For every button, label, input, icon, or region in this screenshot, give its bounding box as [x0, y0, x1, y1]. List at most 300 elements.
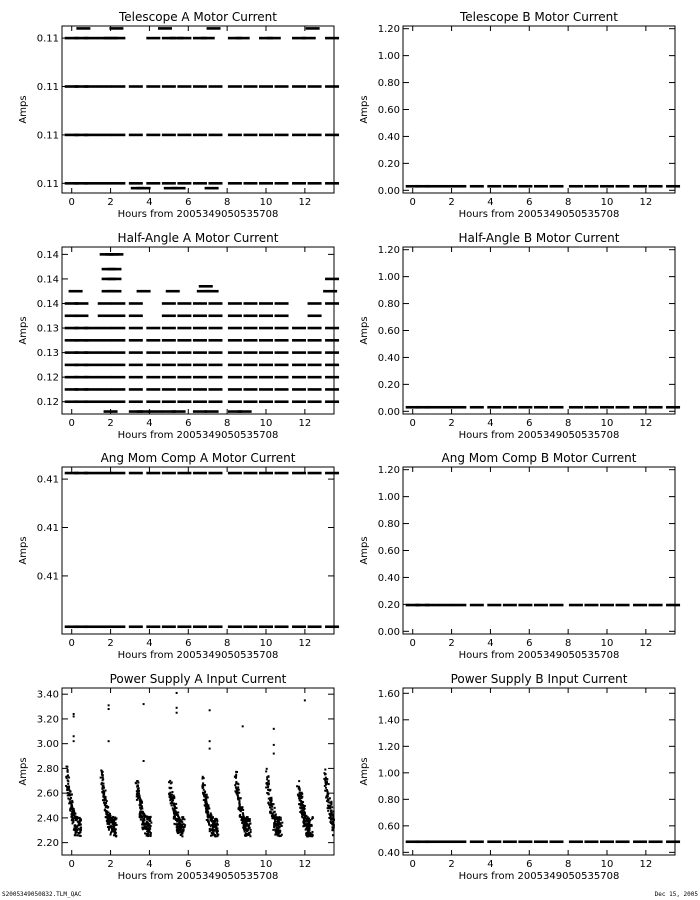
data-point [549, 604, 563, 607]
data-point [211, 829, 213, 831]
data-point [107, 278, 121, 281]
data-point [325, 278, 339, 281]
y-tick-label: 3.40 [36, 689, 59, 701]
data-point [68, 777, 70, 779]
data-point [326, 782, 328, 784]
data-point [147, 817, 149, 819]
data-point [98, 388, 112, 391]
data-point [332, 829, 334, 831]
data-point [175, 803, 177, 805]
data-point [193, 625, 207, 628]
data-point [487, 604, 501, 607]
data-point [102, 776, 104, 778]
x-tick-label: 2 [448, 859, 455, 870]
data-point [311, 831, 313, 833]
data-point [177, 815, 179, 817]
y-tick-label: 0.40 [377, 131, 400, 143]
data-point [136, 790, 138, 792]
data-point [162, 339, 176, 342]
data-point [78, 817, 80, 819]
data-point [109, 27, 123, 30]
data-point [104, 796, 106, 798]
data-point [208, 472, 222, 475]
data-point [184, 824, 186, 826]
data-point [238, 410, 252, 413]
data-point [71, 805, 73, 807]
data-point [84, 182, 98, 185]
data-point [146, 327, 160, 330]
data-point [308, 339, 322, 342]
x-tick-label: 4 [146, 859, 153, 870]
data-point [425, 604, 439, 607]
data-point-outlier [209, 740, 211, 742]
y-tick-label: 0.14 [36, 249, 59, 261]
data-point [243, 376, 257, 379]
data-point [325, 625, 339, 628]
data-point [177, 376, 191, 379]
data-point [74, 828, 76, 830]
x-axis-label: Hours from 2005349050535708 [458, 430, 620, 441]
data-point [129, 85, 143, 88]
data-point [66, 789, 68, 791]
data-point [309, 820, 311, 822]
data-point-outlier [176, 707, 178, 709]
data-point [280, 835, 282, 837]
data-point [193, 472, 207, 475]
data-point [308, 182, 322, 185]
data-point [331, 806, 333, 808]
data-point [162, 134, 176, 137]
data-point [549, 406, 563, 409]
x-tick-label: 8 [564, 197, 572, 208]
data-point [277, 827, 279, 829]
data-point [102, 785, 104, 787]
data-point [110, 821, 112, 823]
x-tick-label: 8 [223, 197, 231, 208]
y-axis-label: Amps [359, 757, 370, 786]
data-point [325, 376, 339, 379]
data-point [68, 802, 70, 804]
chart-title: Telescope A Motor Current [119, 10, 277, 24]
data-point [259, 388, 273, 391]
data-point [309, 832, 311, 834]
chart-panel-8 [359, 672, 680, 882]
chart-panel-1 [18, 10, 339, 220]
data-point [106, 811, 108, 813]
data-point [207, 813, 209, 815]
data-point [324, 769, 326, 771]
data-point [327, 796, 329, 798]
y-tick-label: 2.20 [36, 838, 59, 850]
data-point [308, 625, 322, 628]
data-point [101, 770, 103, 772]
data-point-outlier [273, 728, 275, 730]
x-tick-label: 12 [639, 197, 653, 208]
data-point [281, 822, 283, 824]
data-point [236, 789, 238, 791]
data-point [208, 388, 222, 391]
data-point [325, 134, 339, 137]
data-point [332, 834, 334, 836]
x-tick-label: 6 [526, 859, 533, 870]
data-point [299, 789, 301, 791]
data-point [470, 185, 484, 188]
data-point [298, 780, 300, 782]
data-point [84, 85, 98, 88]
data-point [212, 820, 214, 822]
data-point [98, 400, 112, 403]
data-point [275, 825, 277, 827]
data-point [111, 388, 125, 391]
data-point-outlier [73, 740, 75, 742]
data-point [114, 818, 116, 820]
data-point [275, 85, 289, 88]
data-point [207, 810, 209, 812]
data-point [140, 807, 142, 809]
data-point [139, 814, 141, 816]
data-point [259, 85, 273, 88]
data-point [250, 829, 252, 831]
x-tick-label: 10 [259, 638, 273, 649]
data-point [173, 812, 175, 814]
data-point [425, 185, 439, 188]
y-tick-label: 1.00 [377, 768, 400, 780]
data-point [98, 85, 112, 88]
data-point [111, 339, 125, 342]
data-point [114, 832, 116, 834]
data-point [259, 376, 273, 379]
data-point [206, 805, 208, 807]
data-point [193, 400, 207, 403]
y-tick-label: 0.41 [36, 474, 59, 486]
data-point [208, 824, 210, 826]
data-point [275, 134, 289, 137]
data-point [569, 604, 583, 607]
data-point-outlier [73, 735, 75, 737]
data-point [71, 793, 73, 795]
data-point [147, 834, 149, 836]
data-point [259, 625, 273, 628]
data-point [243, 826, 245, 828]
x-tick-label: 0 [409, 638, 416, 649]
x-tick-label: 12 [639, 638, 653, 649]
data-point [112, 821, 114, 823]
data-point [177, 134, 191, 137]
data-point [193, 302, 207, 305]
data-point [452, 604, 466, 607]
data-point [308, 85, 322, 88]
data-point [439, 185, 453, 188]
x-tick-label: 8 [223, 859, 231, 870]
data-point [243, 134, 257, 137]
data-point [84, 400, 98, 403]
data-point [325, 182, 339, 185]
y-tick-label: 0.60 [377, 821, 400, 833]
data-point [217, 824, 219, 826]
data-point [228, 400, 242, 403]
data-point [137, 794, 139, 796]
data-point [236, 794, 238, 796]
data-point [267, 792, 269, 794]
data-point [325, 364, 339, 367]
data-point [206, 819, 208, 821]
data-point [108, 829, 110, 831]
data-point [292, 364, 306, 367]
data-point [162, 376, 176, 379]
data-point [333, 827, 335, 829]
y-tick-label: 0.12 [36, 397, 59, 409]
data-point [162, 625, 176, 628]
data-point [180, 834, 182, 836]
data-point [174, 816, 176, 818]
data-point [270, 800, 272, 802]
y-tick-label: 0.40 [377, 847, 400, 859]
y-tick-label: 0.80 [377, 78, 400, 90]
data-point [129, 351, 143, 354]
x-tick-label: 8 [564, 859, 572, 870]
x-tick-label: 10 [259, 418, 273, 429]
data-point [137, 290, 151, 293]
data-point [193, 327, 207, 330]
data-cluster [323, 769, 335, 837]
data-point [105, 816, 107, 818]
data-point [239, 815, 241, 817]
data-point [439, 604, 453, 607]
y-tick-label: 1.00 [377, 272, 400, 284]
data-point [100, 777, 102, 779]
data-point [649, 840, 663, 843]
data-point [177, 364, 191, 367]
data-point [329, 813, 331, 815]
data-point [71, 819, 73, 821]
x-tick-label: 8 [223, 418, 231, 429]
data-point [177, 327, 191, 330]
data-point [162, 472, 176, 475]
data-point [80, 827, 82, 829]
data-point [205, 187, 219, 190]
data-point [325, 351, 339, 354]
data-point [129, 182, 143, 185]
data-point [308, 827, 310, 829]
data-point [649, 604, 663, 607]
x-tick-label: 12 [639, 418, 653, 429]
data-point [144, 832, 146, 834]
data-point [243, 400, 257, 403]
y-tick-label: 0.80 [377, 794, 400, 806]
data-point [72, 808, 74, 810]
data-point [292, 182, 306, 185]
data-point [177, 831, 179, 833]
data-point [259, 472, 273, 475]
data-point [666, 840, 680, 843]
data-point [633, 840, 647, 843]
data-point [116, 824, 118, 826]
x-tick-label: 4 [146, 638, 153, 649]
x-tick-label: 2 [107, 418, 114, 429]
data-point [146, 134, 160, 137]
data-point [274, 816, 276, 818]
data-point [452, 406, 466, 409]
data-point [208, 364, 222, 367]
data-point [243, 351, 257, 354]
data-point [487, 185, 501, 188]
x-tick-label: 0 [68, 197, 75, 208]
y-tick-label: 0.41 [36, 571, 59, 583]
data-point [98, 351, 112, 354]
data-point [177, 625, 191, 628]
data-point [98, 339, 112, 342]
data-point [139, 799, 141, 801]
data-point [111, 376, 125, 379]
data-point [98, 302, 112, 305]
data-point [323, 772, 325, 774]
data-point [103, 794, 105, 796]
x-tick-label: 6 [526, 418, 533, 429]
data-point [245, 821, 247, 823]
data-point [666, 185, 680, 188]
data-marks [406, 406, 680, 409]
data-point [84, 327, 98, 330]
data-point [325, 777, 327, 779]
y-tick-label: 0.40 [377, 572, 400, 584]
data-point [139, 810, 141, 812]
data-point [76, 826, 78, 828]
data-cluster [135, 703, 153, 837]
data-point [259, 327, 273, 330]
data-cluster [234, 725, 252, 837]
data-point [238, 808, 240, 810]
data-point [311, 835, 313, 837]
x-tick-label: 4 [146, 418, 153, 429]
data-point [265, 787, 267, 789]
x-axis-label: Hours from 2005349050535708 [458, 650, 620, 661]
data-point [111, 302, 125, 305]
chart-title: Half-Angle A Motor Current [117, 231, 279, 245]
data-point [193, 134, 207, 137]
data-point [277, 818, 279, 820]
data-point [275, 821, 277, 823]
data-point [171, 804, 173, 806]
data-cluster [201, 709, 219, 837]
data-point [600, 185, 614, 188]
y-tick-label: 0.00 [377, 626, 400, 638]
data-marks [406, 185, 680, 188]
data-point [215, 818, 217, 820]
data-point [98, 364, 112, 367]
data-point [259, 364, 273, 367]
data-point-outlier [176, 712, 178, 714]
chart-panel-4 [359, 231, 680, 441]
x-tick-label: 0 [68, 418, 75, 429]
data-point [569, 406, 583, 409]
x-tick-label: 12 [639, 859, 653, 870]
data-point [308, 314, 322, 317]
plot-frame [403, 26, 675, 193]
data-point [177, 339, 191, 342]
data-point [307, 832, 309, 834]
data-point [140, 819, 142, 821]
data-point [268, 798, 270, 800]
plot-frame [403, 467, 675, 634]
chart-panel-5 [18, 451, 339, 661]
data-point [327, 791, 329, 793]
data-point [246, 825, 248, 827]
data-point [180, 820, 182, 822]
data-point [208, 376, 222, 379]
data-point [325, 787, 327, 789]
data-point [275, 625, 289, 628]
data-point [215, 827, 217, 829]
data-point [177, 388, 191, 391]
data-point [238, 798, 240, 800]
data-point [204, 791, 206, 793]
data-point [292, 472, 306, 475]
data-point [270, 808, 272, 810]
data-point [72, 810, 74, 812]
data-point [275, 314, 289, 317]
x-tick-label: 6 [185, 859, 192, 870]
y-tick-label: 0.20 [377, 599, 400, 611]
data-point [308, 388, 322, 391]
y-tick-label: 0.20 [377, 158, 400, 170]
data-point [243, 828, 245, 830]
data-point [177, 85, 191, 88]
data-point [275, 823, 277, 825]
data-point [239, 808, 241, 810]
y-tick-label: 2.60 [36, 788, 59, 800]
data-point [503, 840, 517, 843]
data-point [241, 807, 243, 809]
data-point [102, 774, 104, 776]
data-point [259, 134, 273, 137]
data-cluster [296, 699, 314, 837]
data-point [171, 794, 173, 796]
y-tick-label: 0.11 [36, 33, 59, 45]
data-point [111, 828, 113, 830]
data-point [242, 821, 244, 823]
x-tick-label: 4 [146, 197, 153, 208]
data-point [333, 824, 335, 826]
data-point [470, 406, 484, 409]
data-point [300, 804, 302, 806]
data-point [649, 406, 663, 409]
data-point [193, 314, 207, 317]
data-point [470, 840, 484, 843]
y-tick-label: 0.80 [377, 519, 400, 531]
data-point [308, 472, 322, 475]
data-point [193, 376, 207, 379]
data-point [274, 829, 276, 831]
data-point [199, 285, 213, 288]
data-point [549, 185, 563, 188]
data-point [111, 182, 125, 185]
plot-frame [403, 688, 675, 855]
data-point [98, 625, 112, 628]
y-tick-label: 1.20 [377, 245, 400, 257]
data-point [75, 832, 77, 834]
data-point [268, 776, 270, 778]
data-point [207, 27, 221, 30]
data-point [332, 818, 334, 820]
x-tick-label: 4 [487, 859, 494, 870]
data-point [77, 828, 79, 830]
data-point [330, 810, 332, 812]
data-point [178, 817, 180, 819]
data-point-outlier [176, 692, 178, 694]
data-point [249, 823, 251, 825]
data-point [76, 27, 90, 30]
data-point [323, 290, 337, 293]
